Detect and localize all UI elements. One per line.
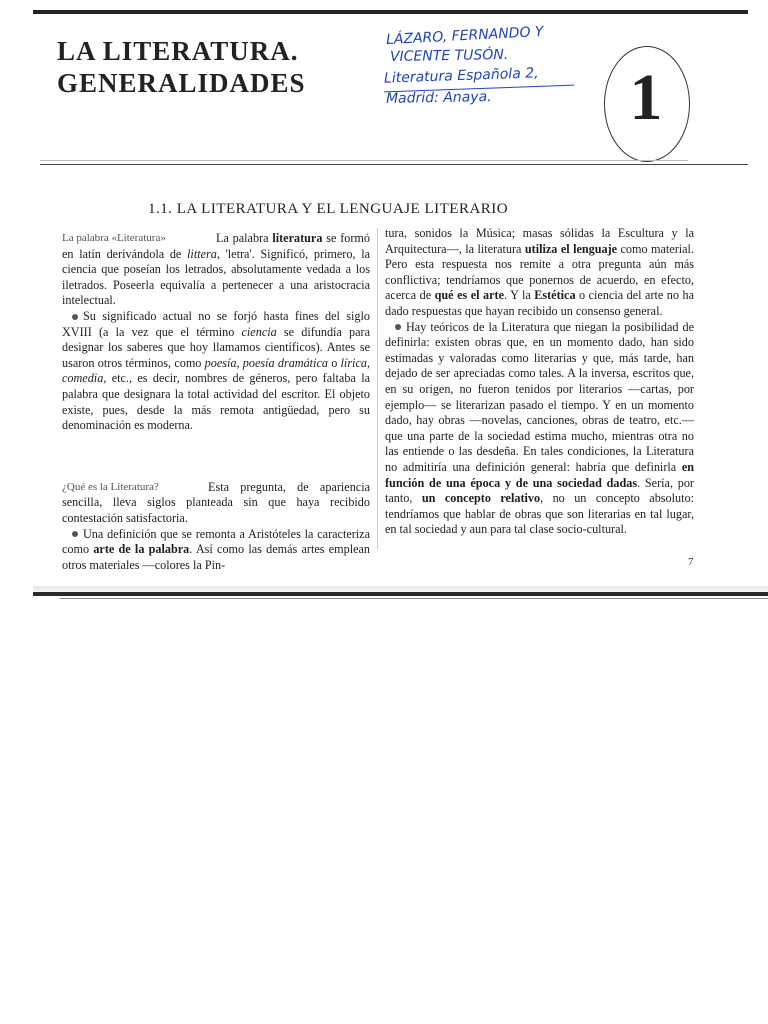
- side-label-que-es: ¿Qué es la Literatura?: [62, 480, 159, 493]
- left-column: [62, 231, 370, 573]
- bullet-icon: [72, 531, 78, 537]
- column-separator: [377, 228, 378, 550]
- handwritten-citation: [383, 23, 614, 118]
- handwritten-line-4: Madrid: Anaya.: [385, 89, 492, 107]
- section-heading: 1.1. LA LITERATURA Y EL LENGUAJE LITERARIO: [148, 201, 509, 217]
- bullet-icon: [72, 314, 78, 320]
- bottom-edge-rule: [33, 592, 768, 596]
- chapter-title-line-1: LA LITERATURA.: [57, 36, 299, 66]
- left-paragraph-2: Su significado actual no se forjó hasta fines del siglo XVIII (a la vez que el término ciencia se difundía para designar los saberes que hoy llamamos científicos). Antes se usaron otros términos, como poesía, poesía dramática o lírica, comedia, etc., es decir, nombres de géneros, pero faltaba la palabra que designara la total actividad del escritor. El objeto existe, pues, desde la más remota antigüedad, pero su denominación es moderna.: [62, 308, 370, 433]
- right-column: [385, 226, 694, 538]
- handwritten-line-3: Literatura Española 2,: [383, 65, 539, 87]
- bullet-icon: [395, 324, 401, 330]
- top-edge-rule: [33, 10, 748, 14]
- side-label-palabra: La palabra «Literatura»: [62, 232, 166, 244]
- chapter-number: 1: [629, 61, 663, 134]
- header-divider-dark: [40, 164, 748, 165]
- right-paragraph-2: Hay teóricos de la Literatura que niegan la posibilidad de definirla: existen obras que, en un momento dado, han sido estimadas y valoradas como literarias y que, más tarde, han dejado de ser apreciadas como tales. A la inversa, escritos que, en su origen, no fueron tenidos por literarios —cartas, por ejemplo— se literarizan pasado el tiempo. Y en un momento dado, hay obras —novelas, canciones, obras de teatro, etc.— que una parte de la sociedad estima mucho, mientras otra no las entiende o las desdeña. En tales condiciones, la Literatura no admitiría una definición general: habría que definirla en función de una época y de una sociedad dadas. Sería, por tanto, un concepto relativo, no un concepto absoluto: tendríamos que hablar de obras que son literarias en tal lugar, en tal sociedad y aun para tal clase socio-cultural.: [385, 319, 694, 537]
- handwritten-line-2: VICENTE TUSÓN.: [389, 46, 509, 66]
- right-paragraph-1: tura, sonidos la Música; masas sólidas la Escultura y la Arquitectura—, la literatura utiliza el lenguaje como material. Pero esta respuesta nos remite a otra pregunta aún más conflictiva; tendríamos que ponernos de acuerdo, en efecto, acerca de qué es el arte. Y la Estética o ciencia del arte no ha dado respuestas que hayan recibido un consenso general.: [385, 226, 694, 318]
- page-number: 7: [688, 556, 694, 568]
- left-paragraph-3: ¿Qué es la Literatura? Esta pregunta, de apariencia sencilla, lleva siglos planteada sin que haya recibido contestación satisfactoria.: [62, 479, 370, 525]
- left-paragraph-4: Una definición que se remonta a Aristóteles la caracteriza como arte de la palabra. Así como las demás artes emplean otros materiales —colores la Pin-: [62, 526, 371, 572]
- chapter-title-line-2: GENERALIDADES: [57, 68, 306, 98]
- header-divider: [40, 160, 688, 161]
- handwritten-line-1: LÁZARO, FERNANDO Y: [385, 23, 544, 49]
- left-paragraph-1: La palabra «Literatura» La palabra literatura se formó en latín derivándola de littera, 'letra'. Significó, primero, la ciencia que poseían los letrados, absolutamente vedada a los iletrados. Poseerla equivalía a pertenecer a una aristocracia intelectual.: [62, 231, 370, 308]
- bottom-edge-rule-thin: [60, 598, 768, 599]
